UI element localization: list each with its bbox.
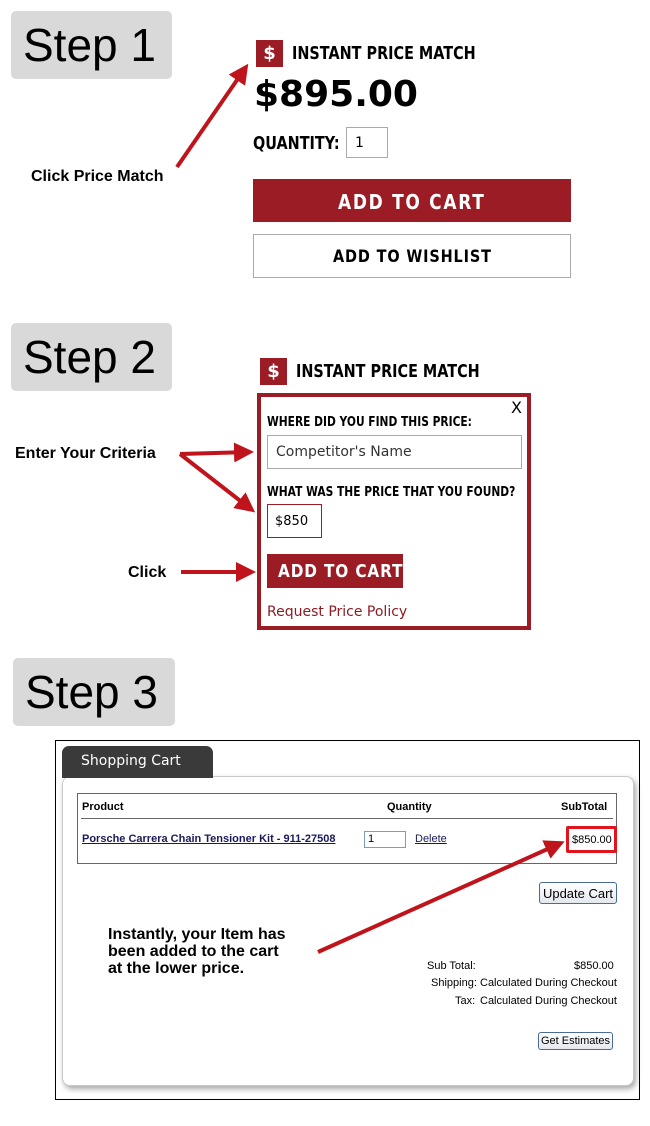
arrow-to-cart-subtotal [318, 843, 561, 952]
summary-shipping-value: Calculated During Checkout [480, 977, 617, 989]
column-quantity: Quantity [387, 801, 432, 813]
instant-price-match-link[interactable]: INSTANT PRICE MATCH [292, 43, 476, 64]
quantity-label: QUANTITY: [253, 133, 340, 154]
summary-tax-value: Calculated During Checkout [480, 995, 617, 1007]
summary-subtotal-value: $850.00 [574, 960, 614, 972]
close-icon[interactable]: X [511, 398, 522, 417]
price-found-input[interactable]: $850 [267, 504, 322, 538]
column-product: Product [82, 801, 124, 813]
arrow-to-where-input [180, 452, 250, 454]
callout-click-price-match: Click Price Match [31, 168, 164, 185]
request-price-policy-link[interactable]: Request Price Policy [267, 604, 408, 620]
cart-item-link[interactable]: Porsche Carrera Chain Tensioner Kit - 911-27508 [82, 833, 336, 845]
dollar-icon: $ [260, 358, 287, 385]
product-price: $895.00 [254, 74, 418, 115]
callout-enter-criteria: Enter Your Criteria [15, 445, 156, 462]
cart-item-subtotal: $850.00 [566, 826, 617, 853]
quantity-input[interactable]: 1 [346, 127, 388, 158]
summary-shipping-label: Shipping: [431, 977, 477, 989]
column-subtotal: SubTotal [561, 801, 608, 813]
competitor-name-input[interactable]: Competitor's Name [267, 435, 522, 469]
callout-result: Instantly, your Item has been added to the cart at the lower price. [108, 926, 286, 977]
get-estimates-button[interactable]: Get Estimates [538, 1032, 613, 1050]
step-1-text: Step 1 [23, 19, 156, 71]
callout-click: Click [128, 564, 167, 581]
arrow-to-price-match [177, 67, 246, 167]
step-3-text: Step 3 [25, 666, 158, 718]
price-found-label: WHAT WAS THE PRICE THAT YOU FOUND? [267, 485, 516, 500]
summary-tax-label: Tax: [455, 995, 476, 1007]
add-to-wishlist-button[interactable]: ADD TO WISHLIST [253, 234, 571, 278]
arrow-to-price-input [180, 454, 252, 510]
update-cart-button[interactable]: Update Cart [539, 882, 617, 904]
summary-subtotal-label: Sub Total: [427, 960, 476, 972]
add-to-cart-button[interactable]: ADD TO CART [253, 179, 571, 222]
price-match-title: INSTANT PRICE MATCH [296, 361, 480, 382]
price-match-add-to-cart-button[interactable]: ADD TO CART [267, 554, 403, 588]
step-2-text: Step 2 [23, 331, 156, 383]
cart-item-delete-link[interactable]: Delete [415, 833, 447, 845]
where-found-label: WHERE DID YOU FIND THIS PRICE: [267, 415, 472, 430]
shopping-cart-tab[interactable]: Shopping Cart [62, 746, 213, 778]
cart-item-qty-input[interactable]: 1 [364, 831, 406, 848]
dollar-icon: $ [256, 40, 283, 67]
